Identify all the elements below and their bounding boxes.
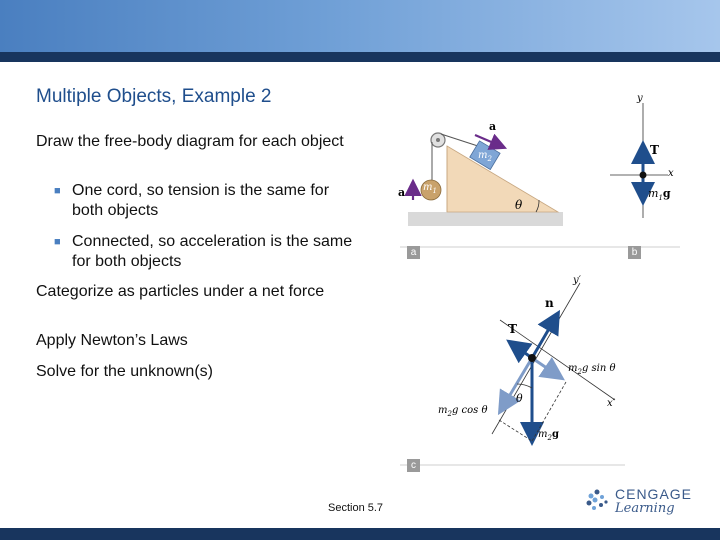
bullet-2-text: Connected, so acceleration is the same for both objects	[72, 233, 353, 270]
cengage-logo-icon	[585, 488, 613, 516]
tension-label-b: T	[650, 143, 659, 157]
slide-title: Multiple Objects, Example 2	[36, 86, 272, 107]
normal-label: n	[545, 296, 554, 310]
apply-text: Apply Newton’s Laws	[36, 332, 188, 349]
m2g-sin-arrow	[532, 358, 560, 377]
footer-rule	[0, 528, 720, 540]
theta-label-c: θ	[516, 392, 523, 405]
theta-label-a: θ	[515, 198, 523, 212]
proj-dash-1	[499, 420, 532, 441]
section-footer: Section 5.7	[328, 502, 384, 514]
categorize-text: Categorize as particles under a net force	[36, 283, 325, 300]
m2g-sin-label: $m_2g$ sin θ	[568, 363, 616, 376]
yprime-axis	[492, 283, 580, 434]
cengage-logo-text: CENGAGE	[615, 486, 693, 502]
m1-label: $m_1$	[423, 182, 437, 195]
ground	[408, 212, 563, 226]
yprime-label: y′	[573, 275, 581, 286]
m1g-label: $m_1g$	[648, 187, 671, 203]
incline	[447, 146, 558, 212]
m2g-cos-label: $m_2g$ cos θ	[438, 405, 488, 418]
panel-label-b: b	[628, 246, 641, 259]
accel-label-m1: a	[398, 186, 406, 199]
bullet-1-text: One cord, so tension is the same for both objects	[72, 182, 330, 219]
cengage-logo	[585, 484, 695, 520]
xprime-axis	[500, 320, 615, 400]
intro-text: Draw the free-body diagram for each object	[36, 133, 344, 150]
tension-label-c: T	[508, 322, 517, 336]
xprime-label: x′	[607, 398, 615, 409]
y-axis-label: y	[637, 93, 643, 104]
solve-text: Solve for the unknown(s)	[36, 363, 213, 380]
particle-c	[528, 354, 536, 362]
normal-arrow	[532, 315, 557, 358]
panel-a	[408, 133, 563, 226]
particle-b	[640, 172, 647, 179]
panel-label-a: a	[407, 246, 420, 259]
accel-label-m2: a	[489, 120, 497, 133]
panel-label-c: c	[407, 459, 420, 472]
cengage-logo-subtext: Learning	[615, 501, 675, 516]
bullet-icon: ■	[54, 236, 61, 248]
m2-label: $m_2$	[478, 150, 492, 163]
bullet-icon: ■	[54, 185, 61, 197]
x-axis-label: x	[668, 168, 674, 179]
m2g-label: $m_2g$	[538, 429, 559, 442]
